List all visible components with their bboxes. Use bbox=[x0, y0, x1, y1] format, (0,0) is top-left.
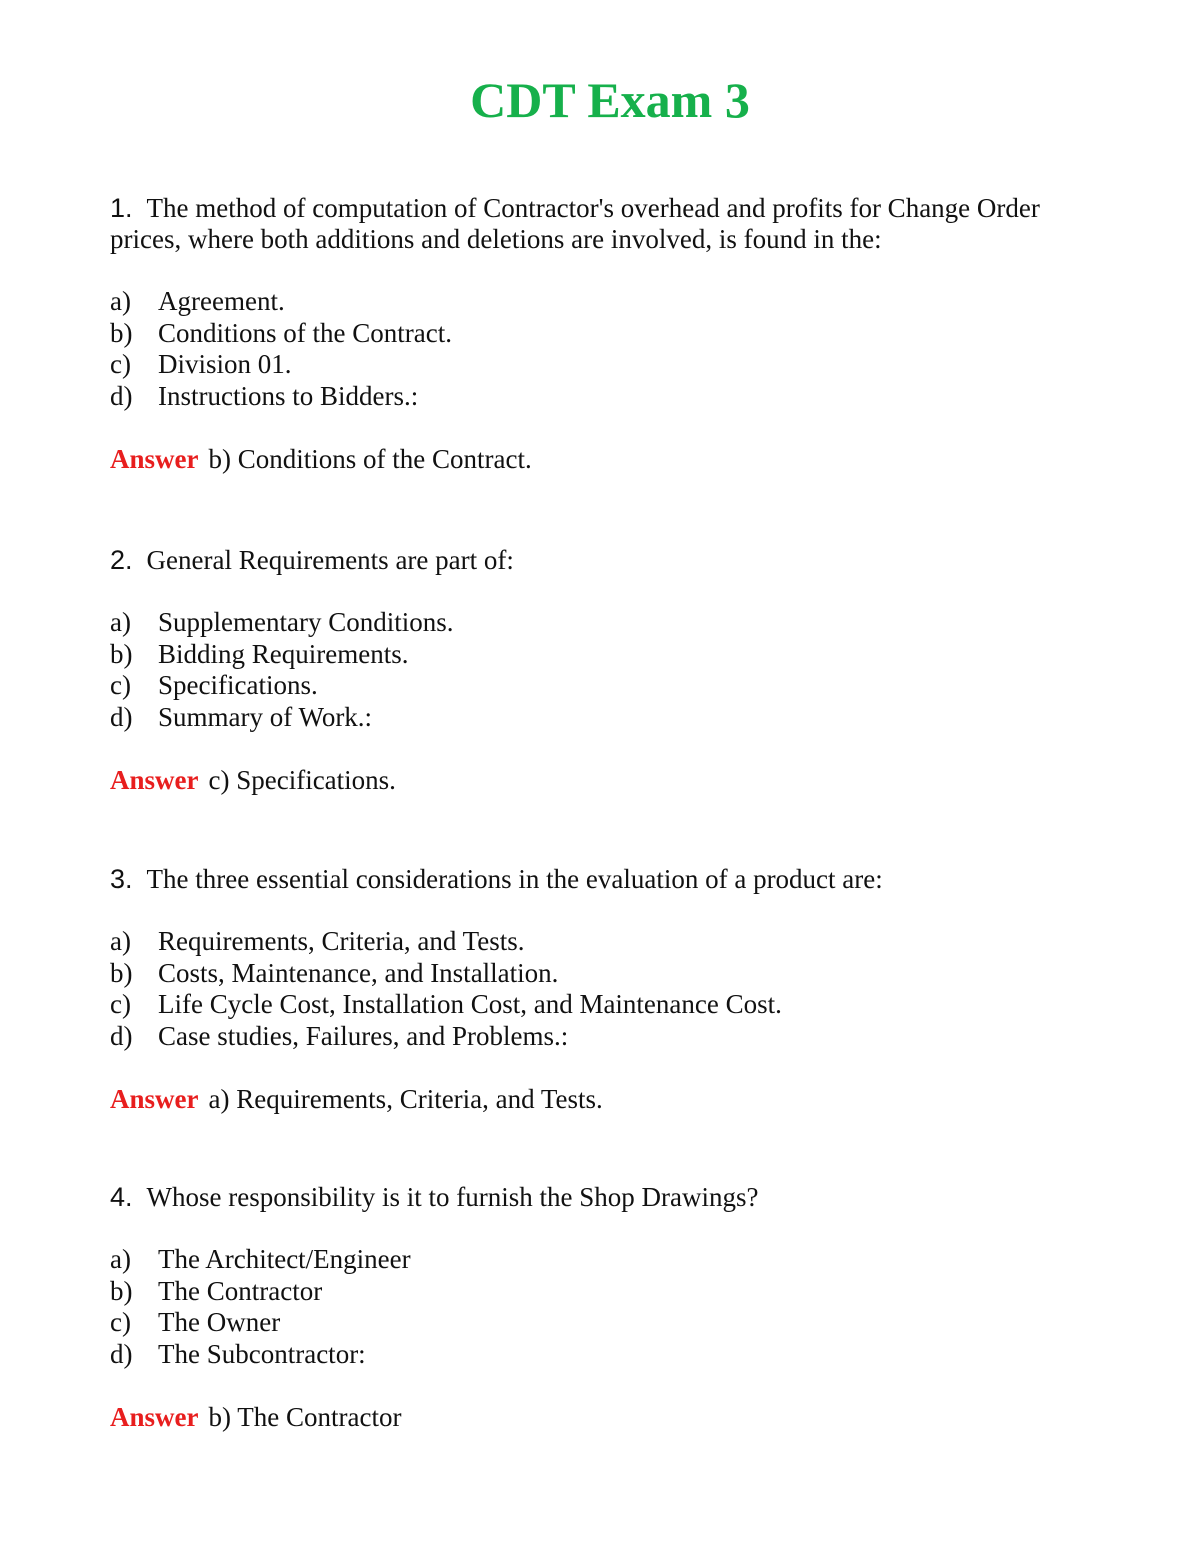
option-c bbox=[110, 670, 1090, 702]
question-1 bbox=[110, 193, 1090, 475]
options-list bbox=[110, 607, 1090, 733]
option-letter: c) bbox=[110, 670, 131, 700]
option-text: Bidding Requirements. bbox=[158, 638, 409, 669]
option-c bbox=[110, 1307, 1090, 1339]
answer-label: Answer bbox=[110, 1084, 199, 1114]
question-body: General Requirements are part of: bbox=[146, 545, 514, 575]
option-text: The Owner bbox=[158, 1307, 281, 1337]
option-letter: c) bbox=[110, 349, 131, 379]
answer-label: Answer bbox=[110, 765, 199, 795]
option-text: Specifications. bbox=[158, 670, 318, 700]
answer-label: Answer bbox=[110, 1402, 199, 1432]
options-list bbox=[110, 286, 1090, 412]
option-a bbox=[110, 1244, 1090, 1276]
question-text bbox=[110, 1182, 1090, 1213]
option-letter: c) bbox=[110, 989, 131, 1019]
option-letter: d) bbox=[110, 380, 133, 411]
option-text: The Subcontractor: bbox=[158, 1338, 366, 1369]
option-d bbox=[110, 381, 1090, 413]
option-text: The Contractor bbox=[158, 1275, 323, 1306]
option-text: Costs, Maintenance, and Installation. bbox=[158, 957, 559, 988]
question-number: 4. bbox=[110, 1182, 133, 1212]
question-4 bbox=[110, 1182, 1090, 1433]
question-number: 1. bbox=[110, 193, 133, 223]
question-body: The method of computation of Contractor's overhead and profits for Change Order prices, where both additions and deletions are involved, is found in the: bbox=[110, 193, 1040, 254]
option-text: Supplementary Conditions. bbox=[158, 607, 454, 637]
option-c bbox=[110, 349, 1090, 381]
option-text: Conditions of the Contract. bbox=[158, 317, 452, 348]
answer-line bbox=[110, 1402, 1090, 1433]
option-letter: b) bbox=[110, 317, 133, 348]
question-text bbox=[110, 545, 1090, 576]
option-d bbox=[110, 1339, 1090, 1371]
answer-text: c) Specifications. bbox=[208, 765, 396, 795]
option-letter: b) bbox=[110, 638, 133, 669]
question-text bbox=[110, 864, 1090, 895]
answer-text: a) Requirements, Criteria, and Tests. bbox=[208, 1084, 603, 1114]
question-text bbox=[110, 193, 1090, 255]
option-d bbox=[110, 702, 1090, 734]
option-b bbox=[110, 1276, 1090, 1308]
option-text: Case studies, Failures, and Problems.: bbox=[158, 1020, 569, 1051]
question-body: Whose responsibility is it to furnish the Shop Drawings? bbox=[146, 1182, 759, 1212]
page-title: CDT Exam 3 bbox=[470, 72, 750, 128]
option-text: Instructions to Bidders.: bbox=[158, 380, 419, 411]
option-letter: c) bbox=[110, 1307, 131, 1337]
option-a bbox=[110, 926, 1090, 958]
option-letter: a) bbox=[110, 607, 131, 637]
option-a bbox=[110, 607, 1090, 639]
option-letter: d) bbox=[110, 1338, 133, 1369]
options-list bbox=[110, 926, 1090, 1052]
answer-text: b) Conditions of the Contract. bbox=[208, 444, 532, 474]
option-text: Requirements, Criteria, and Tests. bbox=[158, 926, 525, 956]
question-body: The three essential considerations in the evaluation of a product are: bbox=[146, 864, 883, 894]
option-b bbox=[110, 958, 1090, 990]
option-letter: a) bbox=[110, 926, 131, 956]
question-number: 3. bbox=[110, 864, 133, 894]
options-list bbox=[110, 1244, 1090, 1370]
option-text: Life Cycle Cost, Installation Cost, and Maintenance Cost. bbox=[158, 989, 782, 1019]
option-text: Summary of Work.: bbox=[158, 701, 373, 732]
question-2 bbox=[110, 545, 1090, 796]
option-text: Division 01. bbox=[158, 349, 292, 379]
answer-line bbox=[110, 1084, 1090, 1115]
option-letter: d) bbox=[110, 1020, 133, 1051]
option-b bbox=[110, 639, 1090, 671]
answer-label: Answer bbox=[110, 444, 199, 474]
answer-line bbox=[110, 444, 1090, 475]
answer-line bbox=[110, 765, 1090, 796]
question-3 bbox=[110, 864, 1090, 1115]
option-d bbox=[110, 1021, 1090, 1053]
option-letter: a) bbox=[110, 286, 131, 316]
option-b bbox=[110, 318, 1090, 350]
answer-text: b) The Contractor bbox=[208, 1402, 402, 1432]
option-letter: d) bbox=[110, 701, 133, 732]
option-letter: b) bbox=[110, 957, 133, 988]
option-c bbox=[110, 989, 1090, 1021]
option-text: The Architect/Engineer bbox=[158, 1244, 411, 1274]
question-number: 2. bbox=[110, 545, 133, 575]
option-letter: b) bbox=[110, 1275, 133, 1306]
option-text: Agreement. bbox=[158, 286, 285, 316]
option-letter: a) bbox=[110, 1244, 131, 1274]
option-a bbox=[110, 286, 1090, 318]
